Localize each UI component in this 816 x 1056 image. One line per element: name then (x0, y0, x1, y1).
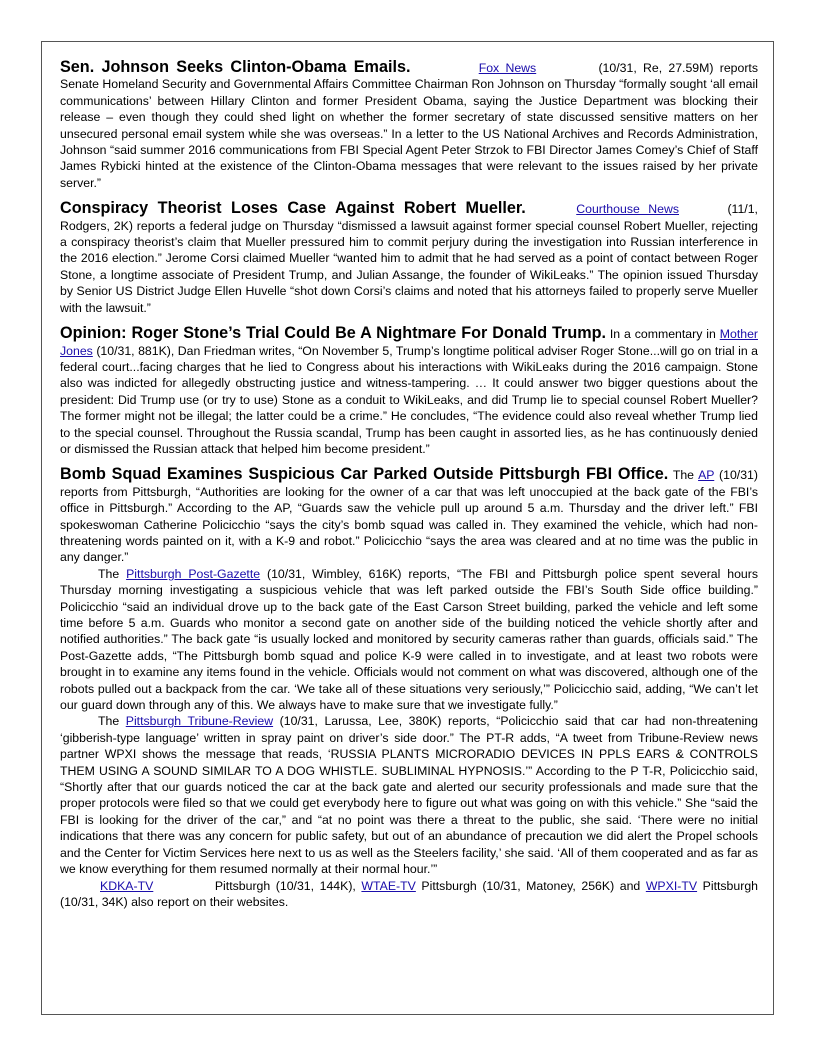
article-headline: Conspiracy Theorist Loses Case Against Robert Mueller. (60, 199, 526, 218)
article-headline: Opinion: Roger Stone’s Trial Could Be A Nightmare For Donald Trump. (60, 324, 606, 343)
source-link-wtae-tv[interactable]: WTAE-TV (361, 878, 416, 893)
article-body: Pittsburgh (10/31, 34K) also report on their websites. (60, 878, 759, 909)
article-body: Pittsburgh (10/31, Matoney, 256K) and (421, 878, 641, 893)
article-body: (10/31, Wimbley, 616K) reports, “The FBI and Pittsburgh police spent several hours Thursday morning investigating a suspicious vehicle that was left parked outside the FBI’s South Side office building.” Policicchio “said an individual drove up to the back gate of the East Carson Street building, parked the vehicle and left some time before 5 a.m. Guards who monitor a second gate on another side of the building noticed the vehicle shortly after and notified authorities.” The back gate “is usually locked and monitored by security cameras rather than guards, officials said.” The Post-Gazette adds, “The Pittsburgh bomb squad and police K-9 were called in to investigate, and at least two robots were brought in to examine any items found in the vehicle. Officials would not comment on what was discovered, although one of the robots pulled out a backpack from the car. ‘We take all of these situations very seriously,’” Policicchio said, adding, “We can’t let our guard down through any of this. We always have to make sure that we investigate fully.” (60, 566, 759, 713)
article-intro: The (98, 714, 120, 729)
article-body: (10/31, Re, 27.59M) reports Senate Homeland Security and Governmental Affairs Committee Chairman Ron Johnson on Thursday “formally sought ‘all email communications’ between Hillary Clinton and former President Obama, saying the Justice Department was blocking their release – even though they could shed light on whether the former secretary of state discussed sensitive matters on her unsecured personal email system while she was overseas.” In a letter to the US National Archives and Records Administration, Johnson “said summer 2016 communications from FBI Special Agent Peter Strzok to FBI Director James Comey’s Chief of Staff James Rybicki hinted at the existence of the Clinton-Obama messages that were relevant to the issues raised by her private server.” (60, 61, 758, 190)
article-body: (11/1, Rodgers, 2K) reports a federal judge on Thursday “dismissed a lawsuit against former special counsel Robert Mueller, rejecting a conspiracy theorist’s claim that Mueller pressured him to commit perjury during the investigation into Russian interference in the 2016 election.” Jerome Corsi claimed Mueller “wanted him to admit that he had served as a point of contact between Roger Stone, a longtime associate of President Trump, and Julian Assange, the founder of WikiLeaks.” The opinion issued Thursday by Senior US District Judge Ellen Huvelle “shot down Corsi’s claims and noted that his attorneys failed to properly serve Mueller with the lawsuit.” (60, 202, 758, 315)
article-paragraph (60, 325, 758, 457)
article-paragraph (60, 466, 758, 565)
source-link-tribune-review[interactable]: Pittsburgh Tribune-Review (125, 714, 274, 729)
article-body: (10/31) reports from Pittsburgh, “Authorities are looking for the owner of a car that was left unoccupied at the back gate of the FBI’s office in Pittsburgh.” According to the AP, “Guards saw the vehicle pull up around 5 a.m. Thursday and the driver left.” FBI spokeswoman Catherine Policicchio “says the city’s bomb squad was called in. They examined the vehicle, which had non-threatening words painted on it, with a K-9 and robot.” Policicchio “says the area was cleared and at no time was the public in any danger.” (60, 468, 758, 565)
article-headline: Sen. Johnson Seeks Clinton-Obama Emails. (60, 58, 411, 76)
source-link-post-gazette[interactable]: Pittsburgh Post-Gazette (126, 566, 261, 581)
article-stone-trial (60, 325, 758, 457)
source-link-fox-news[interactable]: Fox News (478, 61, 537, 75)
news-content (60, 59, 758, 919)
article-pittsburgh-fbi (60, 466, 758, 910)
article-body: (10/31, 881K), Dan Friedman writes, “On November 5, Trump’s longtime political adviser Roger Stone...will go on trial in a federal court...facing charges that he lied to Congress about his interactions with WikiLeaks during the 2016 campaign. Stone also was indicted for allegedly obstructing justice and witness-tampering. … It could answer two bigger questions about the president: Did Trump use (or try to use) Stone as a conduit to WikiLeaks, and did Trump lie to special counsel Robert Mueller? The former might not be illegal; the latter could be a crime.” He concludes, “The evidence could also reveal whether Trump lied to the special counsel. Throughout the Russia scandal, Trump has been caught in assorted lies, as he has continuously denied or dismissed the Russian attack that helped him become president.” (60, 343, 759, 456)
article-intro: The (672, 468, 695, 483)
article-body: Pittsburgh (10/31, 144K), (214, 878, 356, 893)
source-link-mother-jones[interactable]: Mother Jones (60, 327, 759, 358)
article-intro: The (98, 566, 120, 581)
article-paragraph (60, 878, 758, 911)
article-johnson-emails (60, 59, 758, 191)
article-paragraph (60, 713, 758, 877)
article-intro: In a commentary in (609, 327, 716, 342)
article-headline: Bomb Squad Examines Suspicious Car Parked Outside Pittsburgh FBI Office. (60, 465, 669, 484)
source-link-kdka-tv[interactable]: KDKA-TV (100, 878, 154, 893)
source-link-ap[interactable]: AP (698, 468, 715, 483)
source-link-wpxi-tv[interactable]: WPXI-TV (645, 878, 698, 893)
article-paragraph (60, 59, 758, 191)
article-paragraph (60, 200, 758, 316)
source-link-courthouse-news[interactable]: Courthouse News (576, 202, 679, 217)
article-paragraph (60, 566, 758, 714)
article-corsi-mueller (60, 200, 758, 316)
article-body: (10/31, Larussa, Lee, 380K) reports, “Policicchio said that car had non-threatening ‘gibberish-type language’ written in spray paint on driver’s side door.” The PT-R adds, “A tweet from Tribune-Review news partner WPXI shows the message that reads, ‘RUSSIA PLANTS MICRORADIO DEVICES IN PPLS EARS & CONTROLS THEM USING A SOUND SIMILAR TO A DOG WHISTLE. SUBLIMINAL HYPNOSIS.’” According to the P T-R, Policicchio said, “Shortly after that our guards noticed the car at the back gate and alerted our security professionals and made sure that the proper protocols were filed so that we could get everybody here to figure out what was going on with this vehicle.” She “said the FBI is looking for the driver of the car,” and “at no point was there a threat to the public, she said. ‘There were no initial indications that there was any concern for public safety, but out of an abundance of precaution we did alert the Propel schools and the Center for Victim Services here next to us as well as the Steelers facility,’ she said. ‘All of them cooperated and as far as we know everything for them resumed normally at their normal hour.’” (60, 714, 758, 877)
